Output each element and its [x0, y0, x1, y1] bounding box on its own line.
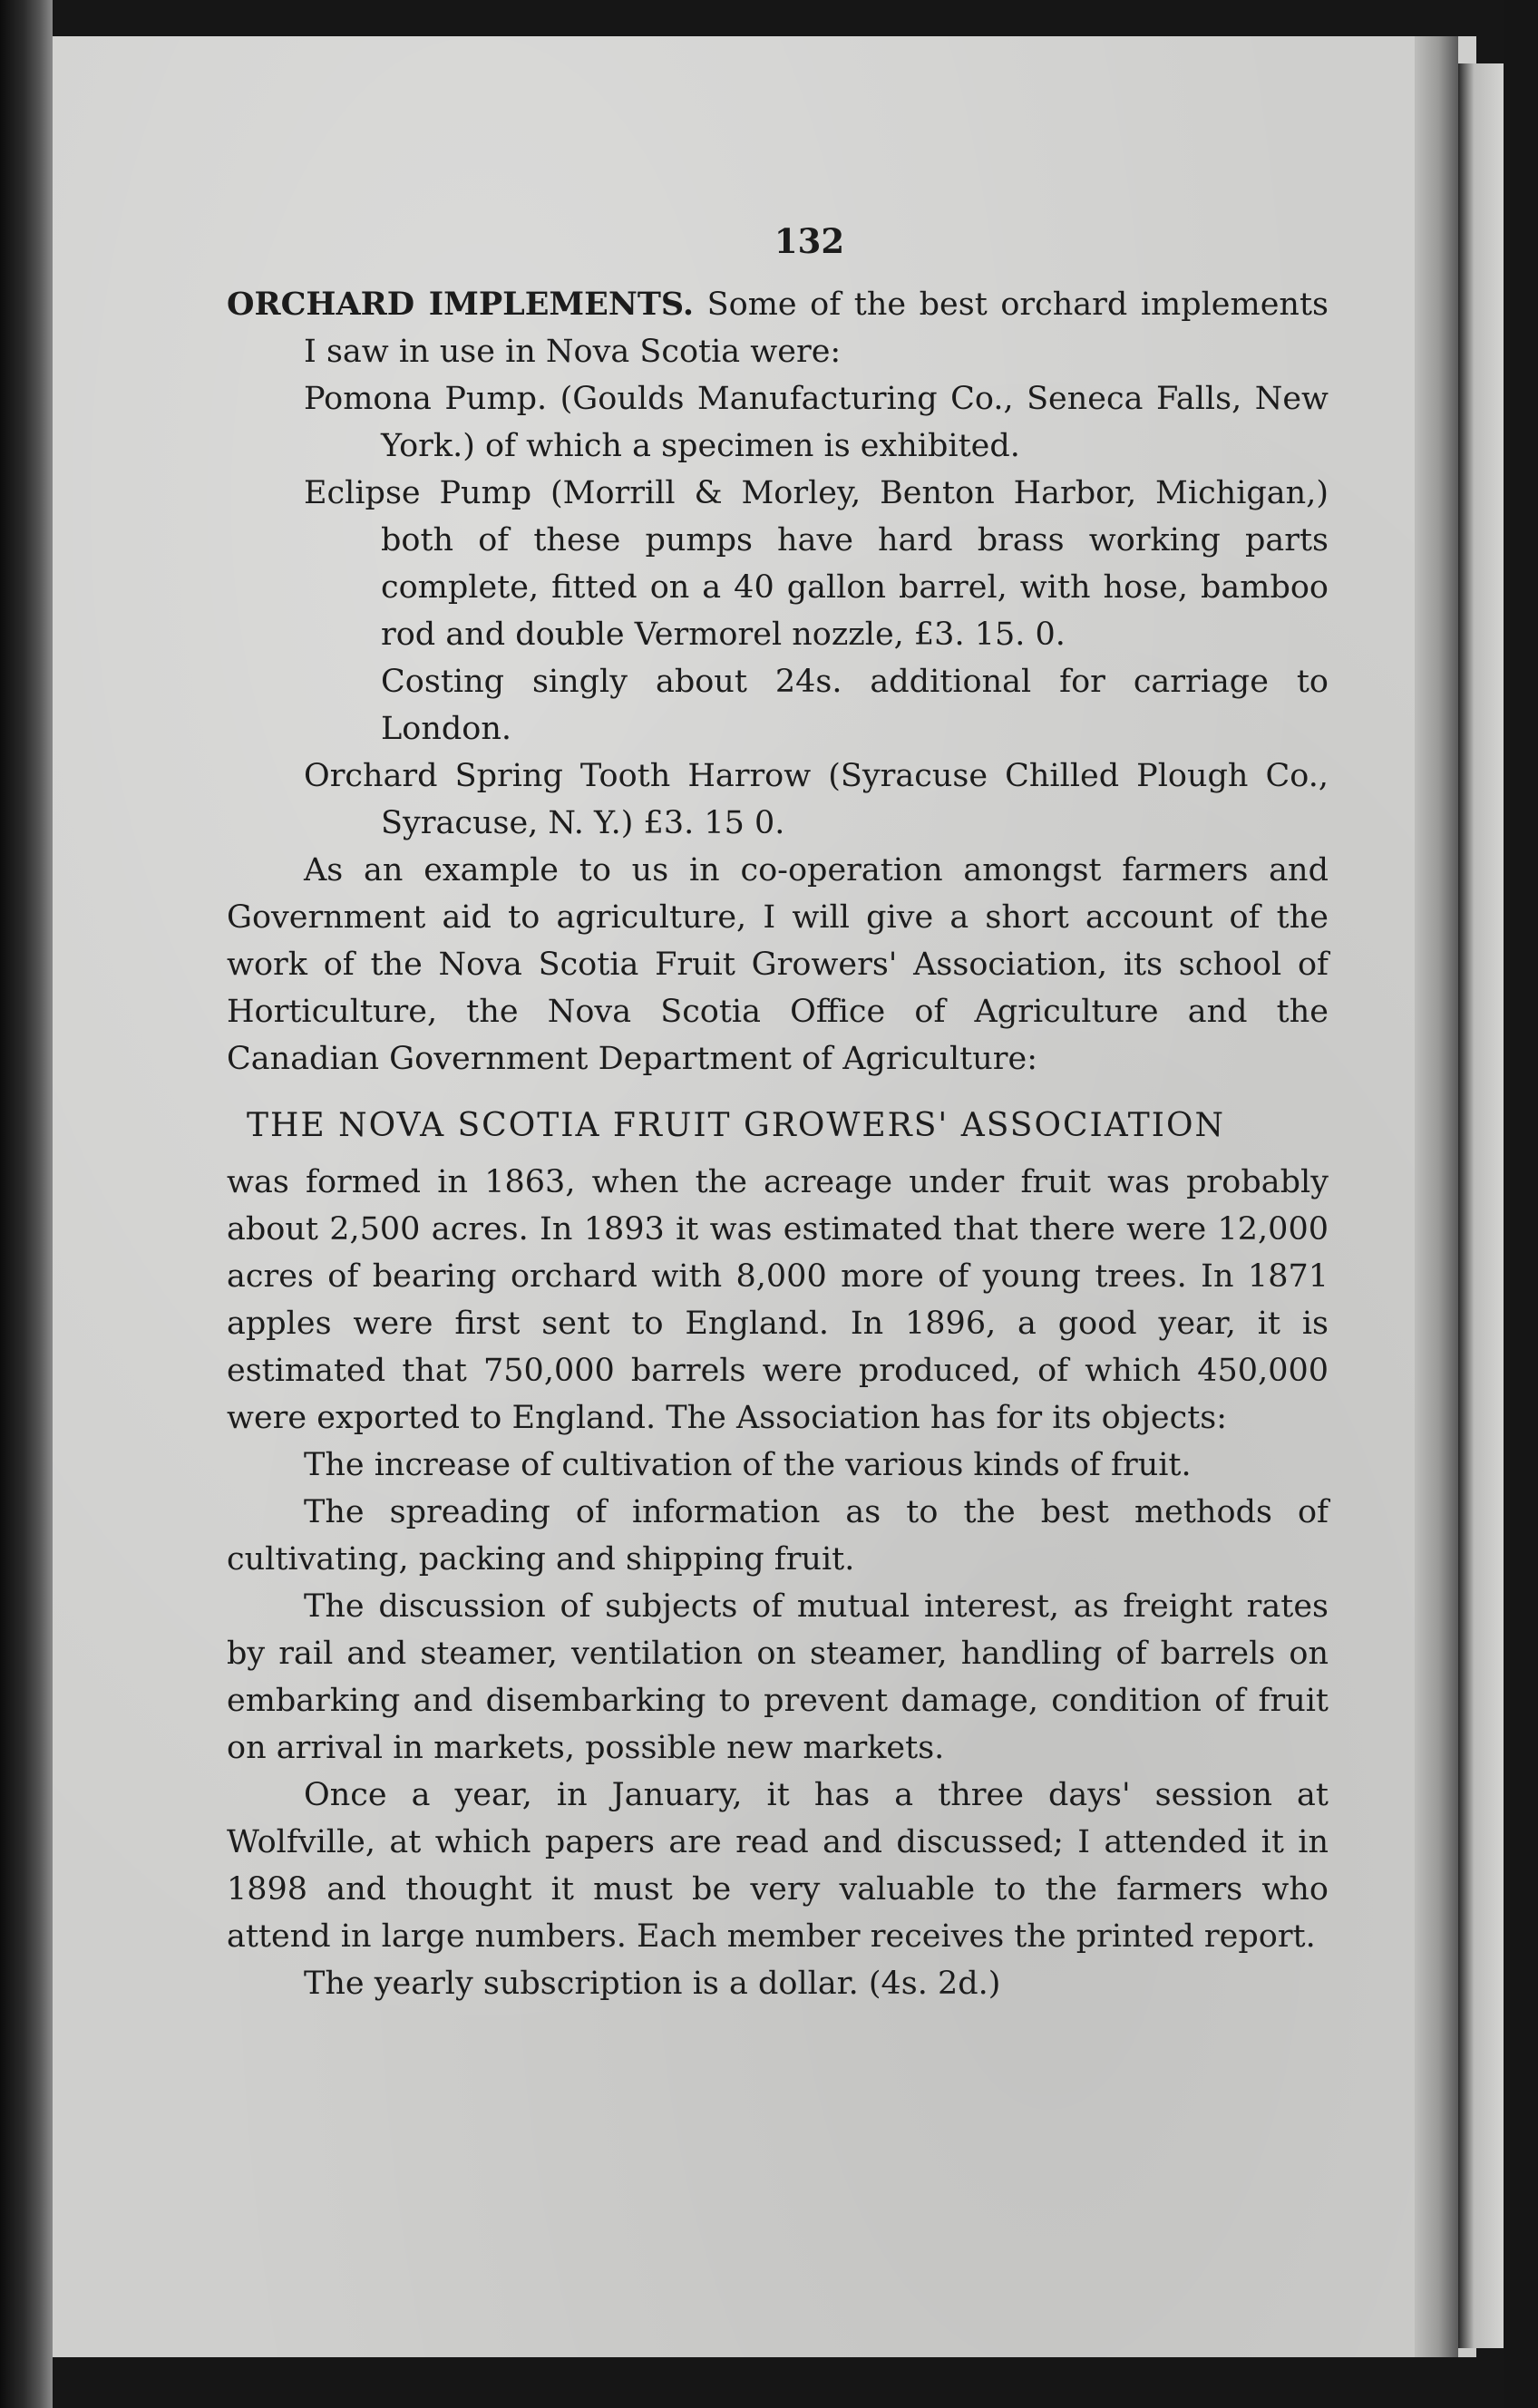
- item-eclipse-pump: Eclipse Pump (Morrill & Morley, Benton Harbor, Michigan,) both of these pumps have hard brass working parts complete, fitted on a 40 gallon barrel, with hose, bamboo rod and double Vermorel nozzle, £3. 15. 0.: [304, 475, 1329, 653]
- page-gutter-shadow: [1415, 36, 1458, 2357]
- paragraph-formed: was formed in 1863, when the acreage under fruit was probably about 2,500 acres. In 1893 it was estimated that there were 12,000 acres of bearing orchard with 8,000 more of young trees. In 1871 apples were first sent to England. In 1896, a good year, it is estimated that 750,000 barrels were produced, of which 450,000 were exported to England. The Association has for its objects:: [227, 1164, 1329, 1436]
- page-number: 132: [774, 221, 845, 261]
- page-text: [227, 218, 1329, 2007]
- section-heading-association: THE NOVA SCOTIA FRUIT GROWERS' ASSOCIATION: [247, 1107, 1226, 1144]
- costing-note: Costing singly about 24s. additional for carriage to London.: [381, 664, 1329, 747]
- orchard-implements-intro: [227, 281, 1329, 375]
- paragraph-subscription: The yearly subscription is a dollar. (4s. 2d.): [304, 1966, 1001, 2002]
- book-binding: [0, 0, 53, 2408]
- object-item-1: The increase of cultivation of the various kinds of fruit.: [304, 1447, 1192, 1483]
- orchard-implements-intro-text: Some of the best orchard implements I saw in use in Nova Scotia were:: [304, 286, 1329, 370]
- item-pomona-pump: Pomona Pump. (Goulds Manufacturing Co., Seneca Falls, New York.) of which a specimen is exhibited.: [304, 381, 1329, 464]
- paragraph-session: Once a year, in January, it has a three days' session at Wolfville, at which papers are read and discussed; I attended it in 1898 and thought it must be very valuable to the farmers who attend in large numbers. Each member receives the printed report.: [227, 1777, 1329, 1955]
- orchard-implements-lead: ORCHARD IMPLEMENTS.: [227, 286, 695, 323]
- item-spring-tooth-harrow: Orchard Spring Tooth Harrow (Syracuse Chilled Plough Co., Syracuse, N. Y.) £3. 15 0.: [304, 758, 1329, 841]
- object-item-2: The spreading of information as to the best methods of cultivating, packing and shipping fruit.: [227, 1494, 1329, 1578]
- adjacent-page-edge: [1458, 63, 1504, 2348]
- object-item-3: The discussion of subjects of mutual interest, as freight rates by rail and steamer, ventilation on steamer, handling of barrels on embarking and disembarking to prevent damage, condition of fruit on arrival in markets, possible new markets.: [227, 1588, 1329, 1766]
- scan-border-right: [1504, 0, 1538, 2408]
- paragraph-example: As an example to us in co-operation amongst farmers and Government aid to agriculture, I will give a short account of the work of the Nova Scotia Fruit Growers' Association, its school of Horticulture, the Nova Scotia Office of Agriculture and the Canadian Government Department of Agriculture:: [227, 852, 1329, 1077]
